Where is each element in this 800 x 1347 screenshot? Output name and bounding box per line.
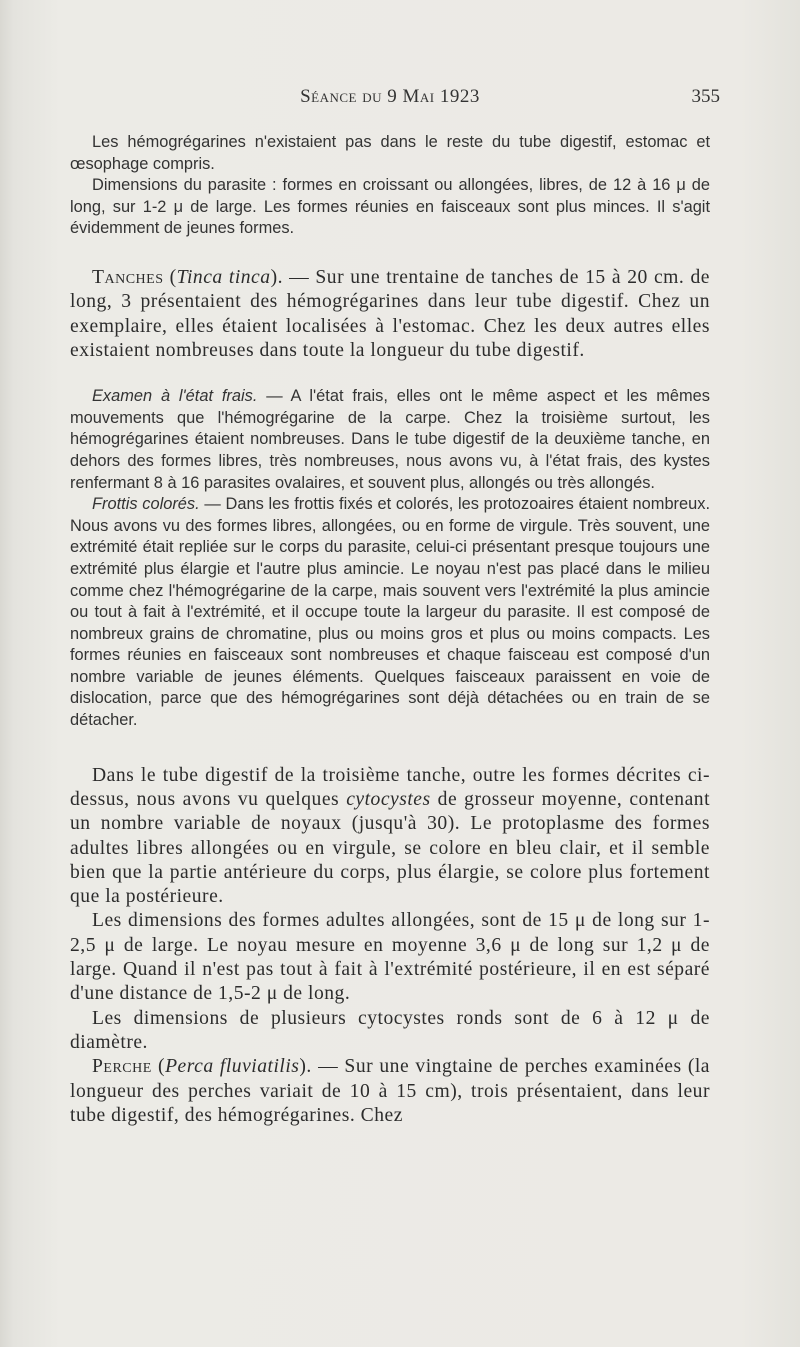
paragraph-cytocystes-before: Dans le tube digestif de la troisième tanche, outre les formes décrites ci-dessus, nous avons vu quelques <box>70 764 710 810</box>
paragraph-tanches-text: — Sur une trentaine de tanches de 15 à 20 cm. de long, 3 présentaient des hémogrégarines dans leur tube digestif. Chez un exemplaire, elles étaient localisées à l'estomac. Chez les deux autres elles existaient nombreuses dans toute la longueur du tube digestif. <box>70 266 710 361</box>
paragraph-perche: Perche (Perca fluviatilis). — Sur une vingtaine de perches examinées (la longueur des perches variait de 10 à 15 cm), trois présentaient, dans leur tube digestif, des hémogrégarines. Chez <box>70 1056 710 1126</box>
paragraph-2: Dimensions du parasite : formes en croissant ou allongées, libres, de 12 à 16 μ de long, sur 1-2 μ de large. Les formes réunies en faisceaux sont plus minces. Il s'agit évidemment de jeunes formes. <box>70 176 710 238</box>
page-header <box>70 86 720 110</box>
subheading-examen: Examen à l'état frais. <box>92 387 258 406</box>
page-body <box>70 132 710 1128</box>
latin-name-tinca: Tinca tinca <box>176 266 271 288</box>
paragraph-examen-text: — A l'état frais, elles ont le même aspect et les mêmes mouvements que l'hémogrégarine de la carpe. Chez la troisième surtout, les hémogrégarines étaient nombreuses. Dans le tube digestif de la deuxième tanche, en dehors des formes libres, très nombreuses, nous avons vu, à l'état frais, des kystes renfermant 8 à 16 parasites ovalaires, et souvent plus, allongés ou très allongés. <box>70 387 710 492</box>
subheading-frottis: Frottis colorés. <box>92 495 200 514</box>
paragraph-tanches: Tanches (Tinca tinca). — Sur une trentaine de tanches de 15 à 20 cm. de long, 3 présentaient des hémogrégarines dans leur tube digestif. Chez un exemplaire, elles étaient localisées à l'estomac. Chez les deux autres elles existaient nombreuses dans toute la longueur du tube digestif. <box>70 266 710 361</box>
paragraph-frottis <box>70 494 710 732</box>
paragraph-1: Les hémogrégarines n'existaient pas dans le reste du tube digestif, estomac et œsophage compris. <box>70 133 710 173</box>
paragraph-cytocystes-after: de grosseur moyenne, contenant un nombre variable de noyaux (jusqu'à 30). Le protoplasme des formes adultes libres allongées ou en virgule, se colore en bleu clair, et il semble bien que la partie antérieure du corps, plus élargie, se colore plus fortement que la postérieure. <box>70 788 711 908</box>
paragraph-frottis-text: — Dans les frottis fixés et colorés, les protozoaires étaient nombreux. Nous avons vu des formes libres, allongées, ou en forme de virgule. Très souvent, une extrémité était repliée sur le corps du parasite, celui-ci présentant presque toujours une extrémité plus élargie et l'autre plus amincie. Le noyau n'est pas placé dans le milieu comme chez l'hémogrégarine de la carpe, mais souvent vers l'extrémité la plus amincie ou tout à fait à l'extrémité, et il occupe toute la largeur du parasite. Il est composé de nombreux grains de chromatine, plus ou moins gros et plus ou moins compacts. Les formes réunies en faisceaux sont nombreuses et chaque faisceau est composé d'un nombre variable de jeunes éléments. Quelques faisceaux paraissent en voie de dislocation, parce que des hémogrégarines sont déjà détachées ou en train de se détacher. <box>70 495 710 730</box>
term-cytocystes: cytocystes <box>346 788 431 810</box>
paragraph-cytocystes <box>70 764 710 910</box>
latin-name-perca: Perca fluviatilis <box>165 1056 300 1078</box>
paragraph-cytocystes-ronds: Les dimensions de plusieurs cytocystes ronds sont de 6 à 12 μ de diamètre. <box>70 1007 710 1053</box>
paragraph-perche-text: — Sur une vingtaine de perches examinées (la longueur des perches variait de 10 à 15 cm), trois présentaient, dans leur tube digestif, des hémogrégarines. Chez <box>70 1056 710 1126</box>
section-heading-tanches: Tanches <box>92 266 164 288</box>
page-number: 355 <box>691 86 720 107</box>
running-head: Séance du 9 Mai 1923 <box>300 86 480 107</box>
paragraph-dimensions: Les dimensions des formes adultes allongées, sont de 15 μ de long sur 1-2,5 μ de large. Le noyau mesure en moyenne 3,6 μ de long sur 1,2 μ de large. Quand il n'est pas tout à fait à l'extrémité postérieure, il en est séparé d'une distance de 1,5-2 μ de long. <box>70 910 710 1005</box>
paragraph-examen <box>70 386 710 494</box>
section-heading-perche: Perche <box>92 1056 152 1078</box>
